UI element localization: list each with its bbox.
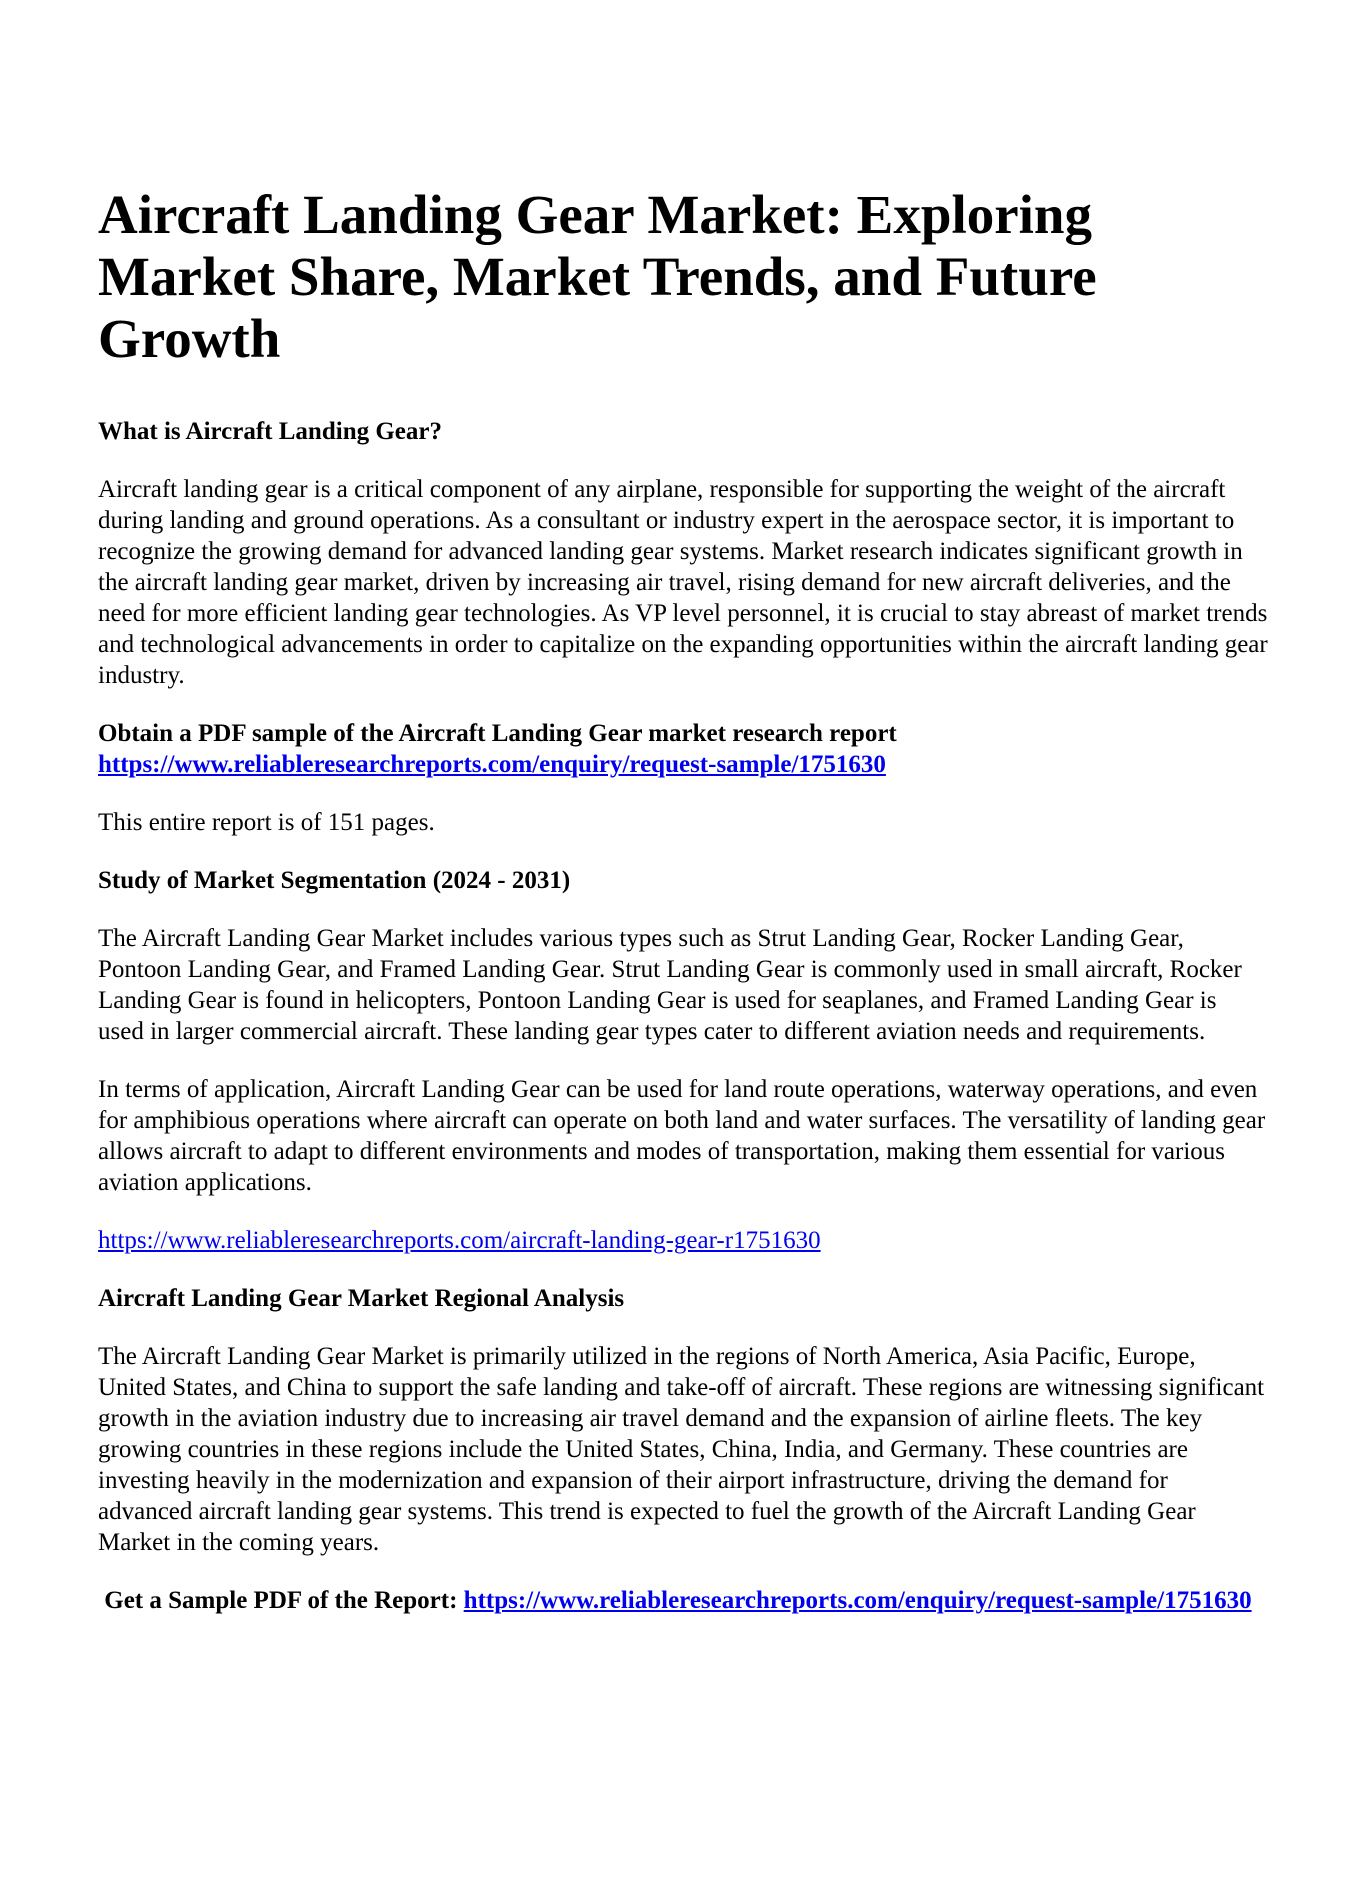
what-is-paragraph: Aircraft landing gear is a critical component of any airplane, responsible for supporting the weight of the aircraft during landing and ground operations. As a consultant or industry expert in the aerospace sector, it is important to recognize the growing demand for advanced landing gear systems. Market research indicates significant growth in the aircraft landing gear market, driven by increasing air travel, rising demand for new aircraft deliveries, and the need for more efficient landing gear technologies. As VP level personnel, it is crucial to stay abreast of market trends and technological advancements in order to capitalize on the expanding opportunities within the aircraft landing gear industry.	[98, 476, 1268, 689]
segmentation-types-paragraph: The Aircraft Landing Gear Market includes various types such as Strut Landing Gear, Rocker Landing Gear, Pontoon Landing Gear, and Framed Landing Gear. Strut Landing Gear is commonly used in small aircraft, Rocker Landing Gear is found in helicopters, Pontoon Landing Gear is used for seaplanes, and Framed Landing Gear is used in larger commercial aircraft. These landing gear types cater to different aviation needs and requirements.	[98, 925, 1242, 1045]
closing-sample-paragraph	[98, 1585, 1268, 1616]
regional-heading: Aircraft Landing Gear Market Regional Analysis	[98, 1285, 625, 1312]
document-page	[98, 184, 1268, 1643]
closing-sample-label: Get a Sample PDF of the Report:	[104, 1587, 458, 1614]
regional-paragraph: The Aircraft Landing Gear Market is primarily utilized in the regions of North America, Asia Pacific, Europe, United States, and China to support the safe landing and take-off of aircraft. These regions are witnessing significant growth in the aviation industry due to increasing air travel demand and the expansion of airline fleets. The key growing countries in these regions include the United States, China, India, and Germany. These countries are investing heavily in the modernization and expansion of their airport infrastructure, driving the demand for advanced aircraft landing gear systems. This trend is expected to fuel the growth of the Aircraft Landing Gear Market in the coming years.	[98, 1343, 1265, 1556]
segmentation-heading: Study of Market Segmentation (2024 - 2031)	[98, 867, 571, 894]
report-link-paragraph	[98, 1225, 1268, 1256]
what-is-heading: What is Aircraft Landing Gear?	[98, 418, 442, 445]
sample-request-link[interactable]: https://www.reliableresearchreports.com/enquiry/request-sample/1751630	[98, 751, 886, 778]
report-link[interactable]: https://www.reliableresearchreports.com/aircraft-landing-gear-r1751630	[98, 1227, 821, 1254]
sample-request-paragraph	[98, 718, 1268, 780]
sample-request-label: Obtain a PDF sample of the Aircraft Landing Gear market research report	[98, 720, 897, 747]
page-count-text: This entire report is of 151 pages.	[98, 809, 435, 836]
closing-sample-link[interactable]: https://www.reliableresearchreports.com/enquiry/request-sample/1751630	[463, 1587, 1252, 1614]
segmentation-application-paragraph: In terms of application, Aircraft Landing Gear can be used for land route operations, waterway operations, and even for amphibious operations where aircraft can operate on both land and water surfaces. The versatility of landing gear allows aircraft to adapt to different environments and modes of transportation, making them essential for various aviation applications.	[98, 1076, 1266, 1196]
page-title: Aircraft Landing Gear Market: Exploring Market Share, Market Trends, and Future Growth	[98, 184, 1097, 369]
